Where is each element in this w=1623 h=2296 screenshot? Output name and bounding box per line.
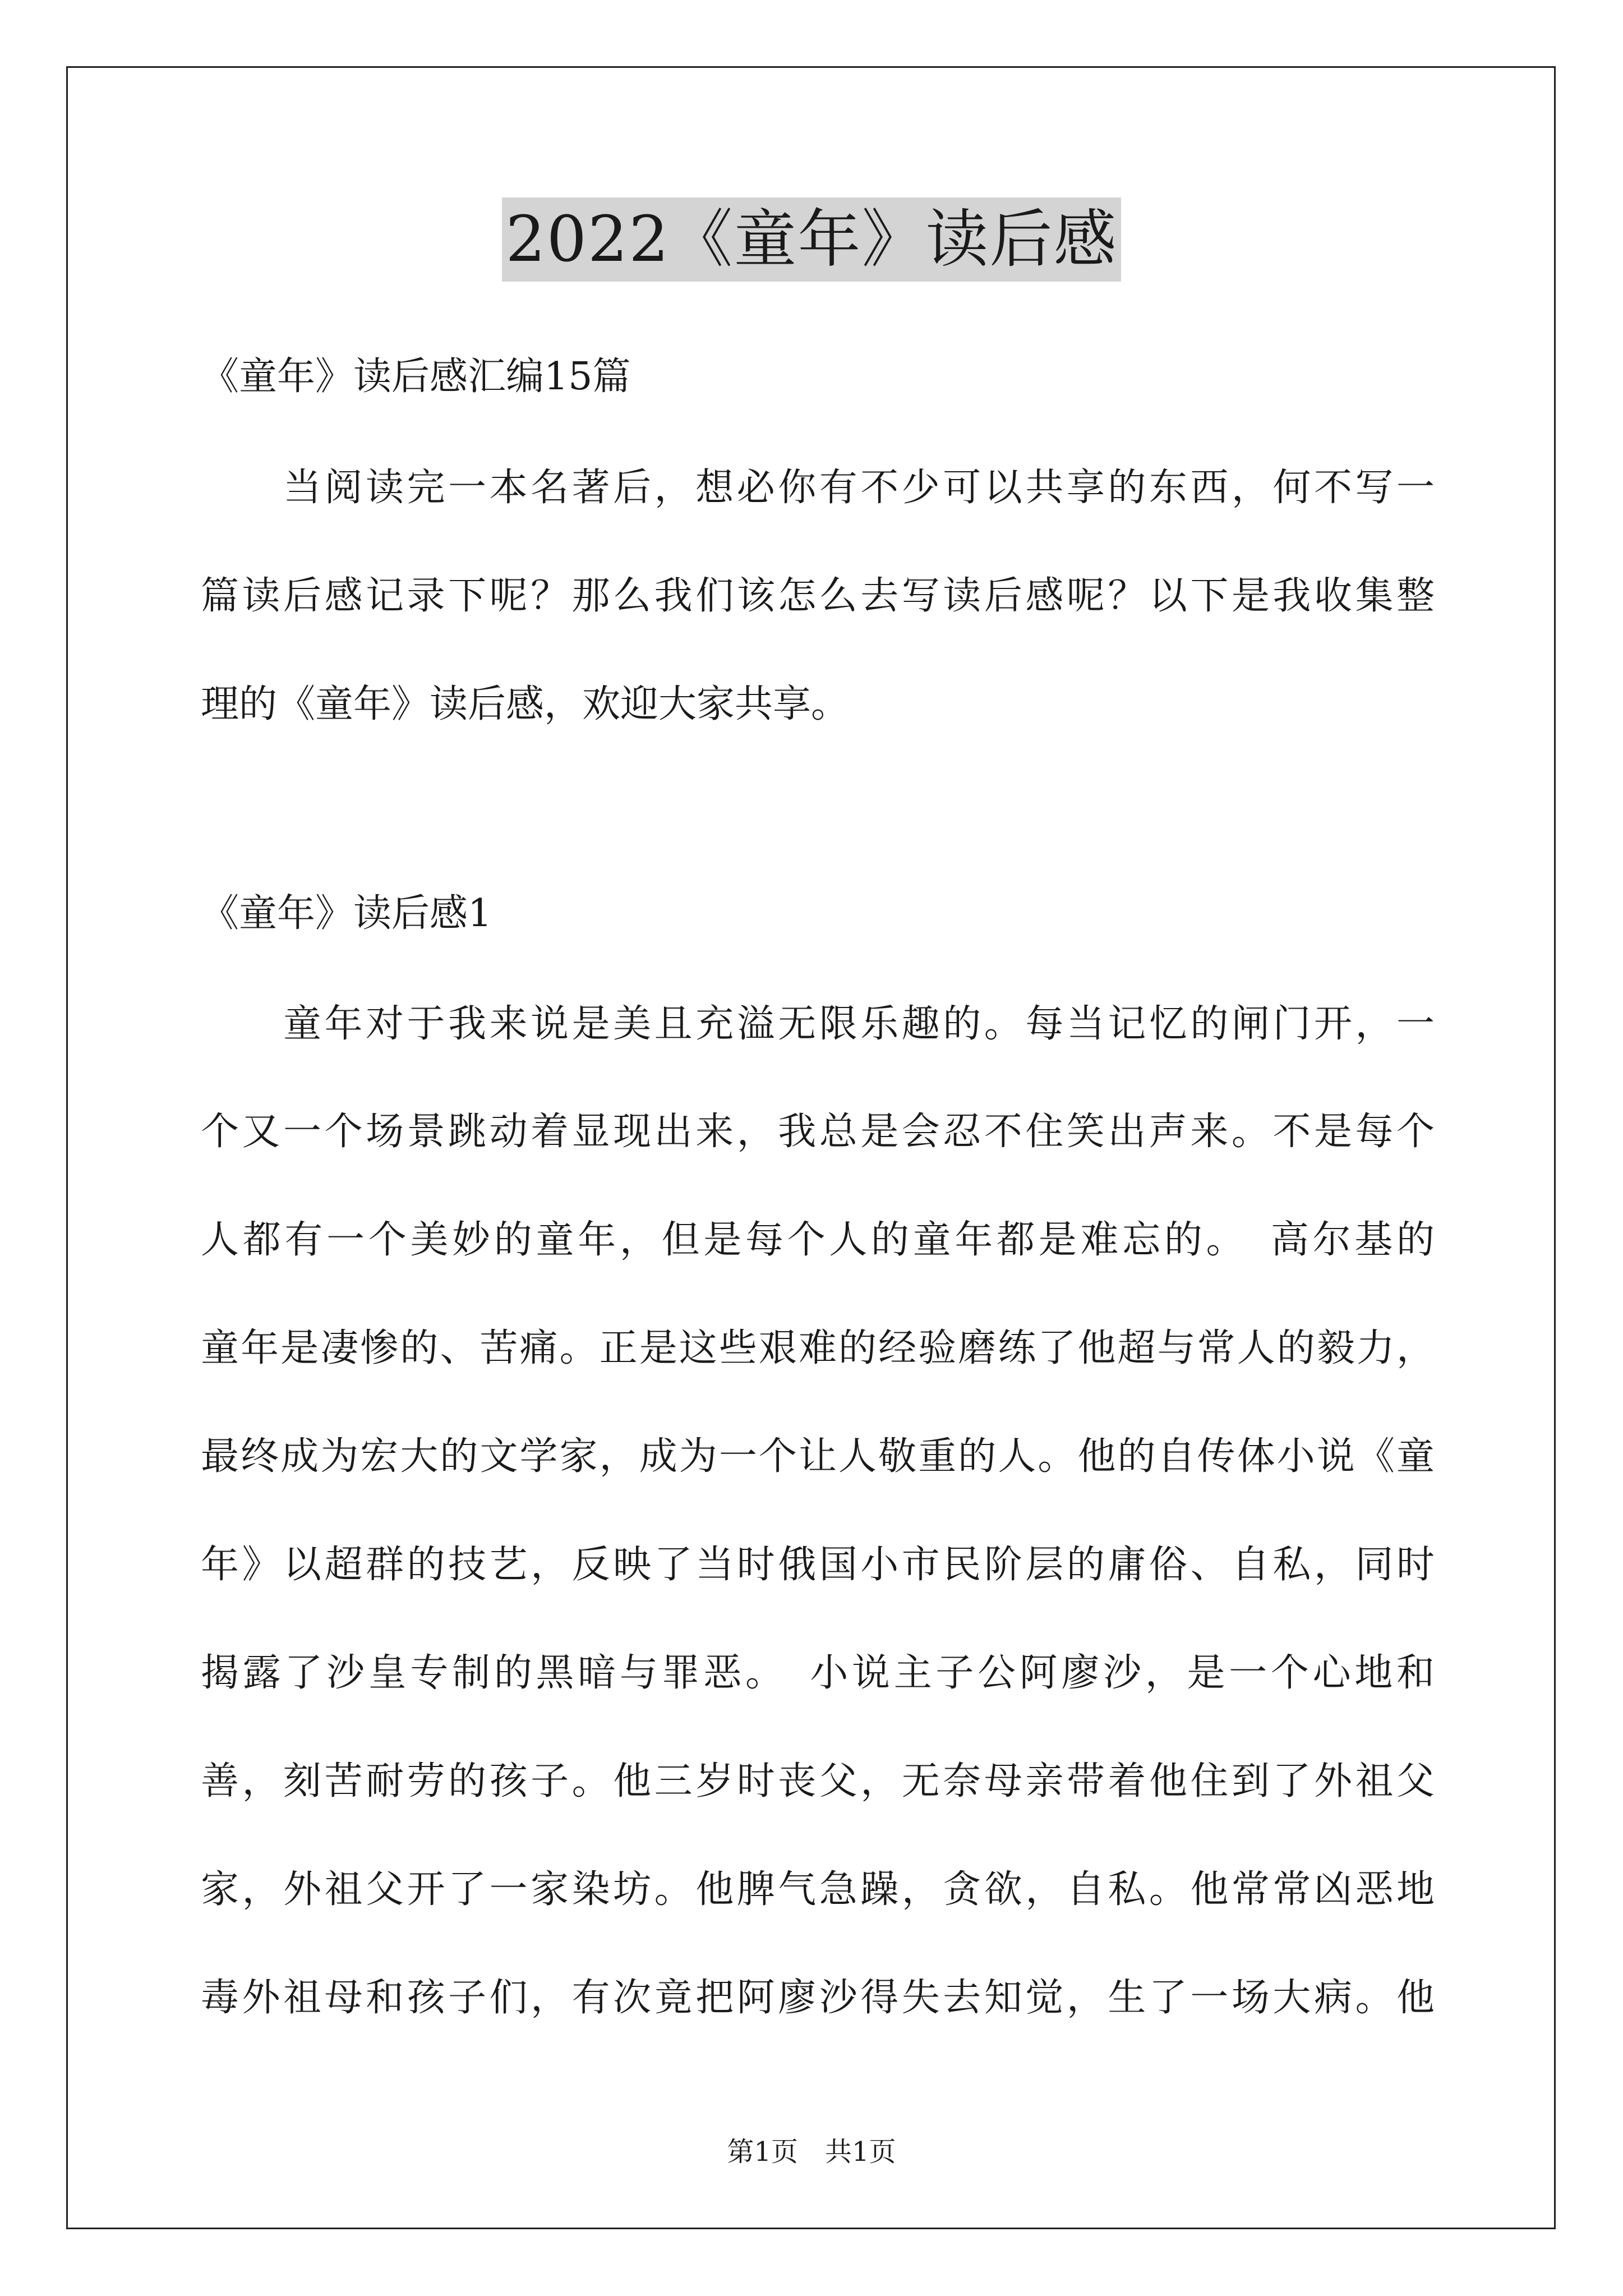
body-line: 童年是凄惨的、苦痛。正是这些艰难的经验磨练了他超与常人的毅力， [201,1326,1435,1370]
body-line: 童年对于我来说是美且充溢无限乐趣的。每当记忆的闸门开，一 [283,1002,1435,1046]
page-footer: 第1页 共1页 [727,2136,896,2168]
title-container [0,197,1623,282]
body-line: 善，刻苦耐劳的孩子。他三岁时丧父，无奈母亲带着他住到了外祖父 [201,1759,1435,1803]
document-title: 2022《童年》读后感 [502,197,1121,282]
body-line: 家，外祖父开了一家染坊。他脾气急躁，贪欲，自私。他常常凶恶地 [201,1867,1435,1912]
intro-line: 理的《童年》读后感，欢迎大家共享。 [201,682,850,726]
intro-line: 当阅读完一本名著后，想必你有不少可以共享的东西，何不写一 [283,466,1435,510]
body-line: 揭露了沙皇专制的黑暗与罪恶。 小说主子公阿廖沙，是一个心地和 [201,1651,1435,1695]
body-line: 个又一个场景跳动着显现出来，我总是会忍不住笑出声来。不是每个 [201,1110,1435,1154]
document-subtitle: 《童年》读后感汇编15篇 [201,355,631,399]
body-line: 毒外祖母和孩子们，有次竟把阿廖沙得失去知觉，生了一场大病。他 [201,1976,1435,2020]
body-line: 人都有一个美妙的童年，但是每个人的童年都是难忘的。 高尔基的 [201,1218,1435,1262]
intro-line: 篇读后感记录下呢？那么我们该怎么去写读后感呢？以下是我收集整 [201,574,1435,618]
body-line: 最终成为宏大的文学家，成为一个让人敬重的人。他的自传体小说《童 [201,1434,1435,1479]
body-line: 年》以超群的技艺，反映了当时俄国小市民阶层的庸俗、自私，同时 [201,1543,1435,1587]
section-heading: 《童年》读后感1 [201,891,492,936]
